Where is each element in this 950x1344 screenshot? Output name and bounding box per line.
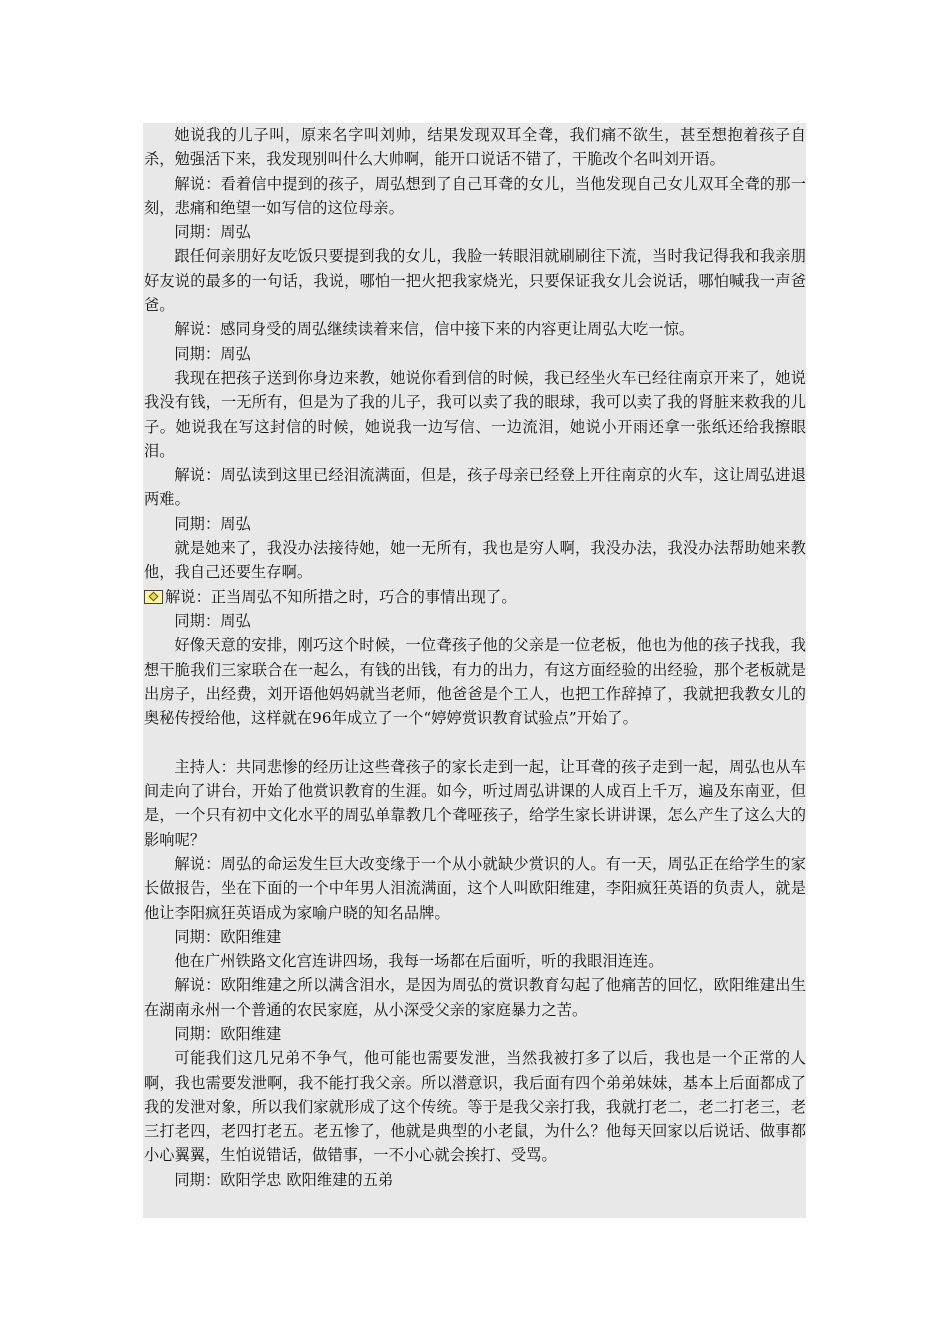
paragraph-host: 主持人：共同悲惨的经历让这些聋孩子的家长走到一起，让耳聋的孩子走到一起，周弘也从车间走向了讲台，开始了他赏识教育的生涯。如今，听过周弘讲课的人成百上千万，遍及东南亚，但是，一个只有初中文化水平的周弘单靠教几个聋哑孩子，给学生家长讲讲课，怎么产生了这么大的影响呢？	[144, 757, 806, 849]
speaker-label-ouyang-weijian-2: 同期：欧阳维建	[174, 1024, 282, 1043]
transcript-text-block	[143, 123, 806, 1218]
paragraph-narration-1: 解说：看着信中提到的孩子，周弘想到了自己耳聋的女儿，当他发现自己女儿双耳全聋的那一刻，悲痛和绝望一如写信的这位母亲。	[144, 174, 806, 217]
paragraph-ouyang-weijian-2: 可能我们这几兄弟不争气，他可能也需要发泄，当然我被打多了以后，我也是一个正常的人啊，我也需要发泄啊，我不能打我父亲。所以潜意识，我后面有四个弟弟妹妹，基本上后面都成了我的发泄对象，所以我们家就形成了这个传统。等于是我父亲打我，我就打老二，老二打老三，老三打老四，老四打老五。老五惨了，他就是典型的小老鼠，为什么？他每天回家以后说话、做事都小心翼翼，生怕说错话，做错事，一不小心就会挨打、受骂。	[144, 1049, 806, 1165]
paragraph-narration-6: 解说：欧阳维建之所以满含泪水，是因为周弘的赏识教育勾起了他痛苦的回忆，欧阳维建出生在湖南永州一个普通的农民家庭，从小深受父亲的家庭暴力之苦。	[144, 976, 806, 1019]
paragraph-zhou-hong-2: 我现在把孩子送到你身边来教，她说你看到信的时候，我已经坐火车已经往南京开来了，她说我没有钱，一无所有，但是为了我的儿子，我可以卖了我的眼球，我可以卖了我的肾脏来救我的儿子。她说我在写这封信的时候，她说我一边写信、一边流泪，她说小开雨还拿一张纸还给我擦眼泪。	[144, 368, 806, 460]
paragraph-zhou-hong-4: 好像天意的安排，刚巧这个时候，一位聋孩子他的父亲是一位老板，他也为他的孩子找我，我想干脆我们三家联合在一起么，有钱的出钱，有力的出力，有这方面经验的出经验，那个老板就是出房子，出经费，刘开语他妈妈就当老师，他爸爸是个工人，也把工作辞掉了，我就把我教女儿的奥秘传授给他，这样就在96年成立了一个“婷婷赏识教育试验点”开始了。	[144, 636, 806, 728]
paragraph-narration-3: 解说：周弘读到这里已经泪流满面，但是，孩子母亲已经登上开往南京的火车，这让周弘进退两难。	[144, 466, 806, 509]
paragraph-zhou-hong-3: 就是她来了，我没办法接待她，她一无所有，我也是穷人啊，我没办法，我没办法帮助她来教他，我自己还要生存啊。	[144, 539, 806, 582]
speaker-label-zhou-hong-4: 同期：周弘	[174, 611, 251, 630]
comment-note-icon[interactable]	[144, 590, 163, 604]
paragraph-narration-4: 解说：正当周弘不知所措之时，巧合的事情出现了。	[165, 587, 517, 606]
paragraph-narration-5: 解说：周弘的命运发生巨大改变缘于一个从小就缺少赏识的人。有一天，周弘正在给学生的家长做报告，坐在下面的一个中年男人泪流满面，这个人叫欧阳维建，李阳疯狂英语的负责人，就是他让李阳疯狂英语成为家喻户晓的知名品牌。	[144, 854, 806, 922]
speaker-label-ouyang-weijian-1: 同期：欧阳维建	[174, 927, 282, 946]
speaker-label-zhou-hong-3: 同期：周弘	[174, 514, 251, 533]
paragraph-ouyang-weijian-1: 他在广州铁路文化宫连讲四场，我每一场都在后面听，听的我眼泪连连。	[174, 952, 664, 971]
speaker-label-zhou-hong-2: 同期：周弘	[174, 344, 251, 363]
paragraph-zhou-hong-1: 跟任何亲朋好友吃饭只要提到我的女儿，我脸一转眼泪就刷刷往下流，当时我记得我和我亲朋好友说的最多的一句话，我说，哪怕一把火把我家烧光，只要保证我女儿会说话，哪怕喊我一声爸爸。	[144, 247, 806, 315]
paragraph-narration-2: 解说：感同身受的周弘继续读着来信，信中接下来的内容更让周弘大吃一惊。	[174, 320, 695, 339]
speaker-label-zhou-hong-1: 同期：周弘	[174, 223, 251, 242]
paragraph-narration-4-with-note	[144, 585, 806, 609]
speaker-label-ouyang-xuezhong: 同期：欧阳学忠 欧阳维建的五弟	[174, 1170, 394, 1189]
paragraph-mother-letter: 她说我的儿子叫，原来名字叫刘帅，结果发现双耳全聋，我们痛不欲生，甚至想抱着孩子自杀，勉强活下来，我发现别叫什么大帅啊，能开口说话不错了，干脆改个名叫刘开语。	[144, 126, 806, 169]
